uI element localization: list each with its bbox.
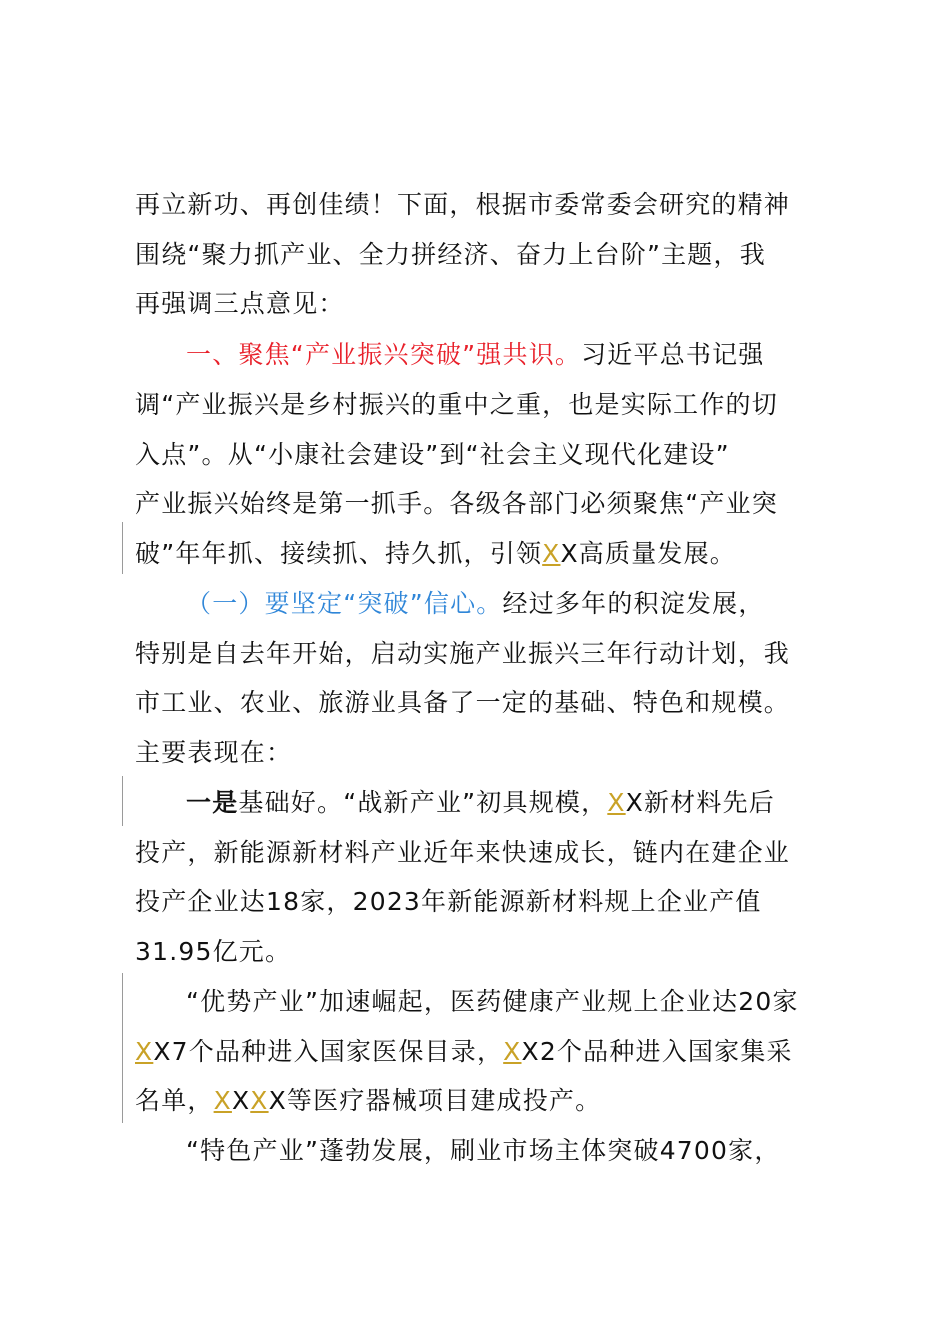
revision-bar (122, 522, 123, 574)
text-run: 投产企业达18家，2023年新能源新材料规上企业产值 (135, 887, 762, 916)
tracked-change-mark: X (135, 1037, 154, 1066)
text-run: 再强调三点意见： (135, 289, 345, 318)
text-run: 产业振兴始终是第一抓手。各级各部门必须聚焦“产业突 (135, 489, 778, 518)
revision-bar (122, 776, 123, 826)
revision-bar (122, 973, 123, 1123)
text-run: 再立新功、再创佳绩！下面，根据市委常委会研究的精神 (135, 190, 791, 219)
text-line (135, 838, 790, 868)
text-line (135, 1086, 601, 1116)
text-line (186, 1136, 781, 1166)
text-line (135, 240, 766, 270)
text-run: 围绕“聚力抓产业、全力拼经济、奋力上台阶”主题，我 (135, 240, 766, 269)
subsection-heading: （一）要坚定“突破”信心。 (186, 589, 503, 618)
tracked-change-mark: X (542, 539, 561, 568)
text-run: X新材料先后 (625, 788, 775, 817)
tracked-change-mark: X (213, 1086, 232, 1115)
text-run: 市工业、农业、旅游业具备了一定的基础、特色和规模。 (135, 688, 791, 717)
text-run: X高质量发展。 (560, 539, 737, 568)
text-run: X等医疗器械项目建成投产。 (268, 1086, 602, 1115)
text-line (186, 788, 775, 818)
text-run: 主要表现在： (135, 738, 293, 767)
text-run: 投产，新能源新材料产业近年来快速成长，链内在建企业 (135, 838, 791, 867)
text-run: X7个品种进入国家医保目录， (153, 1037, 504, 1066)
tracked-change-mark: X (607, 788, 626, 817)
text-run: 名单， (135, 1086, 214, 1115)
tracked-change-mark: X (503, 1037, 522, 1066)
text-line (135, 937, 291, 967)
text-run: 经过多年的积淀发展， (502, 589, 765, 618)
text-line (135, 390, 778, 420)
text-line (135, 539, 736, 569)
text-run: 基础好。“战新产业”初具规模， (238, 788, 608, 817)
text-line (135, 289, 345, 319)
tracked-change-mark: X (250, 1086, 269, 1115)
text-line (135, 738, 292, 768)
text-line (186, 987, 799, 1017)
text-run: 31.95亿元。 (135, 937, 292, 966)
text-line (135, 190, 790, 220)
text-line (186, 589, 765, 619)
text-run: X (231, 1086, 251, 1115)
text-run: 调“产业振兴是乡村振兴的重中之重，也是实际工作的切 (135, 390, 778, 419)
text-line (135, 688, 790, 718)
text-line (135, 1037, 793, 1067)
text-line (135, 440, 730, 470)
text-run: “优势产业”加速崛起，医药健康产业规上企业达20家 (186, 987, 799, 1016)
text-line (135, 489, 778, 519)
text-run: 习近平总书记强 (581, 340, 765, 369)
section-heading: 一、聚焦“产业振兴突破”强共识。 (186, 340, 582, 369)
text-line (135, 639, 790, 669)
bold-lead: 一是 (186, 788, 239, 817)
text-run: X2个品种进入国家集采 (521, 1037, 793, 1066)
text-line (186, 340, 765, 370)
text-run: “特色产业”蓬勃发展，刷业市场主体突破4700家， (186, 1136, 781, 1165)
text-run: 入点”。从“小康社会建设”到“社会主义现代化建设” (135, 440, 730, 469)
text-line (135, 887, 762, 917)
text-run: 特别是自去年开始，启动实施产业振兴三年行动计划，我 (135, 639, 791, 668)
text-run: 破”年年抓、接续抓、持久抓，引领 (135, 539, 543, 568)
